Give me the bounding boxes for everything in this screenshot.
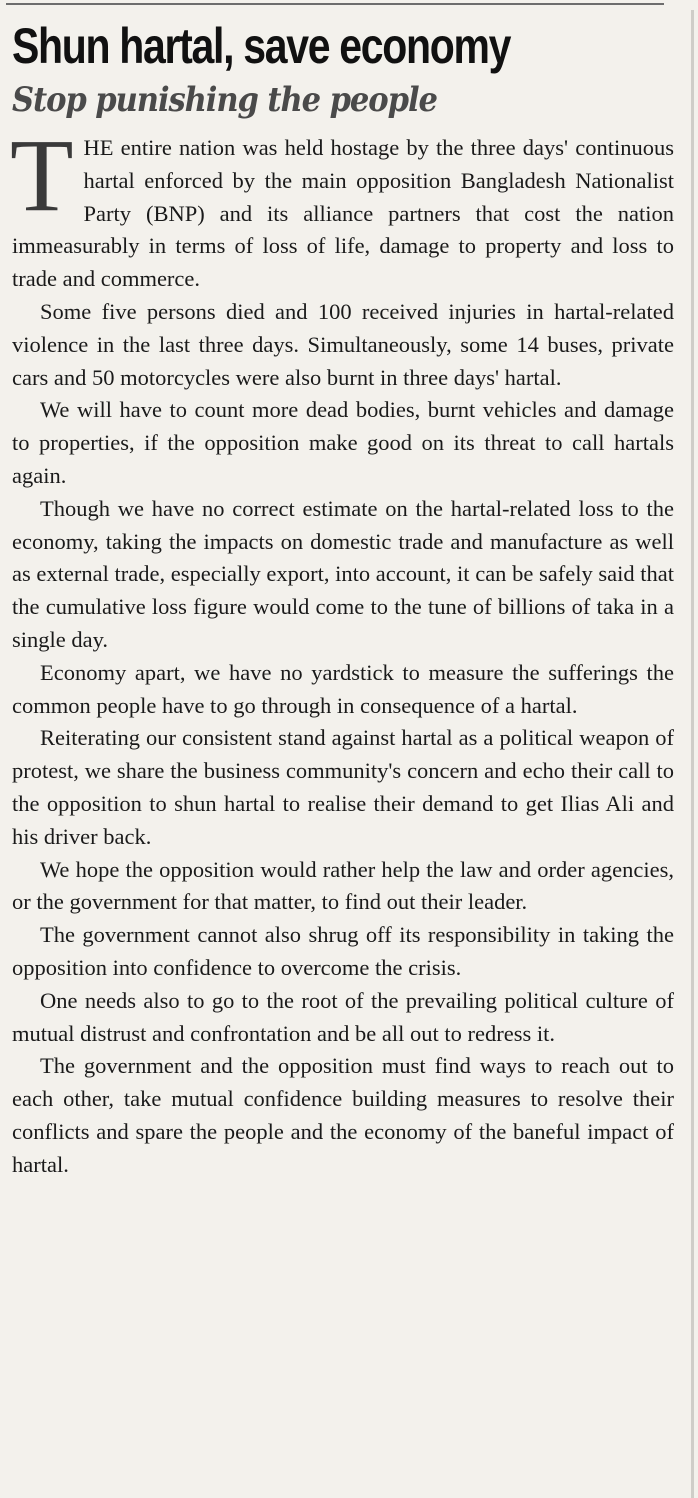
paragraph-1 <box>10 118 674 296</box>
paragraph-9: One needs also to go to the root of the prevailing political culture of mutual distrust and confrontation and be all out to redress it. <box>12 987 674 1046</box>
paragraph-2: Some five persons died and 100 received injuries in hartal-related violence in the last three days. Simultaneously, some 14 buses, private cars and 50 motorcycles were also burnt in three days' hartal. <box>12 298 674 390</box>
article-body <box>10 118 674 1182</box>
paragraph-7: We hope the opposition would rather help the law and order agencies, or the government for that matter, to find out their leader. <box>12 856 674 915</box>
drop-cap: T <box>10 118 74 233</box>
paragraph-4: Though we have no correct estimate on the hartal-related loss to the economy, taking the impacts on domestic trade and manufacture as well as external trade, especially export, into account, it can be safely said that the cumulative loss figure would come to the tune of billions of taka in a single day. <box>12 495 674 652</box>
paragraph-1-text: HE entire nation was held hostage by the three days' continuous hartal enforced by the main opposition Bangladesh Nationalist Party (BNP) and its alliance partners that cost the nation immeasurably in terms of loss of life, damage to property and loss to trade and commerce. <box>12 135 674 292</box>
editorial-article <box>12 14 674 1182</box>
paragraph-6: Reiterating our consistent stand against hartal as a political weapon of protest, we share the business community's concern and echo their call to the opposition to shun hartal to realise their demand to get Ilias Ali and his driver back. <box>12 725 674 849</box>
right-margin-rule <box>691 10 694 1498</box>
paragraph-10: The government and the opposition must find ways to reach out to each other, take mutual confidence building measures to resolve their conflicts and spare the people and the economy of the baneful impact of hartal. <box>12 1053 674 1177</box>
paragraph-8: The government cannot also shrug off its responsibility in taking the opposition into confidence to overcome the crisis. <box>12 922 674 980</box>
top-rule <box>6 3 664 5</box>
headline: Shun hartal, save economy <box>12 18 511 74</box>
paragraph-3: We will have to count more dead bodies, burnt vehicles and damage to properties, if the opposition make good on its threat to call hartals again. <box>12 397 674 488</box>
subheadline: Stop punishing the people <box>12 80 437 120</box>
paragraph-5: Economy apart, we have no yardstick to measure the sufferings the common people have to go through in consequence of a hartal. <box>12 659 674 718</box>
